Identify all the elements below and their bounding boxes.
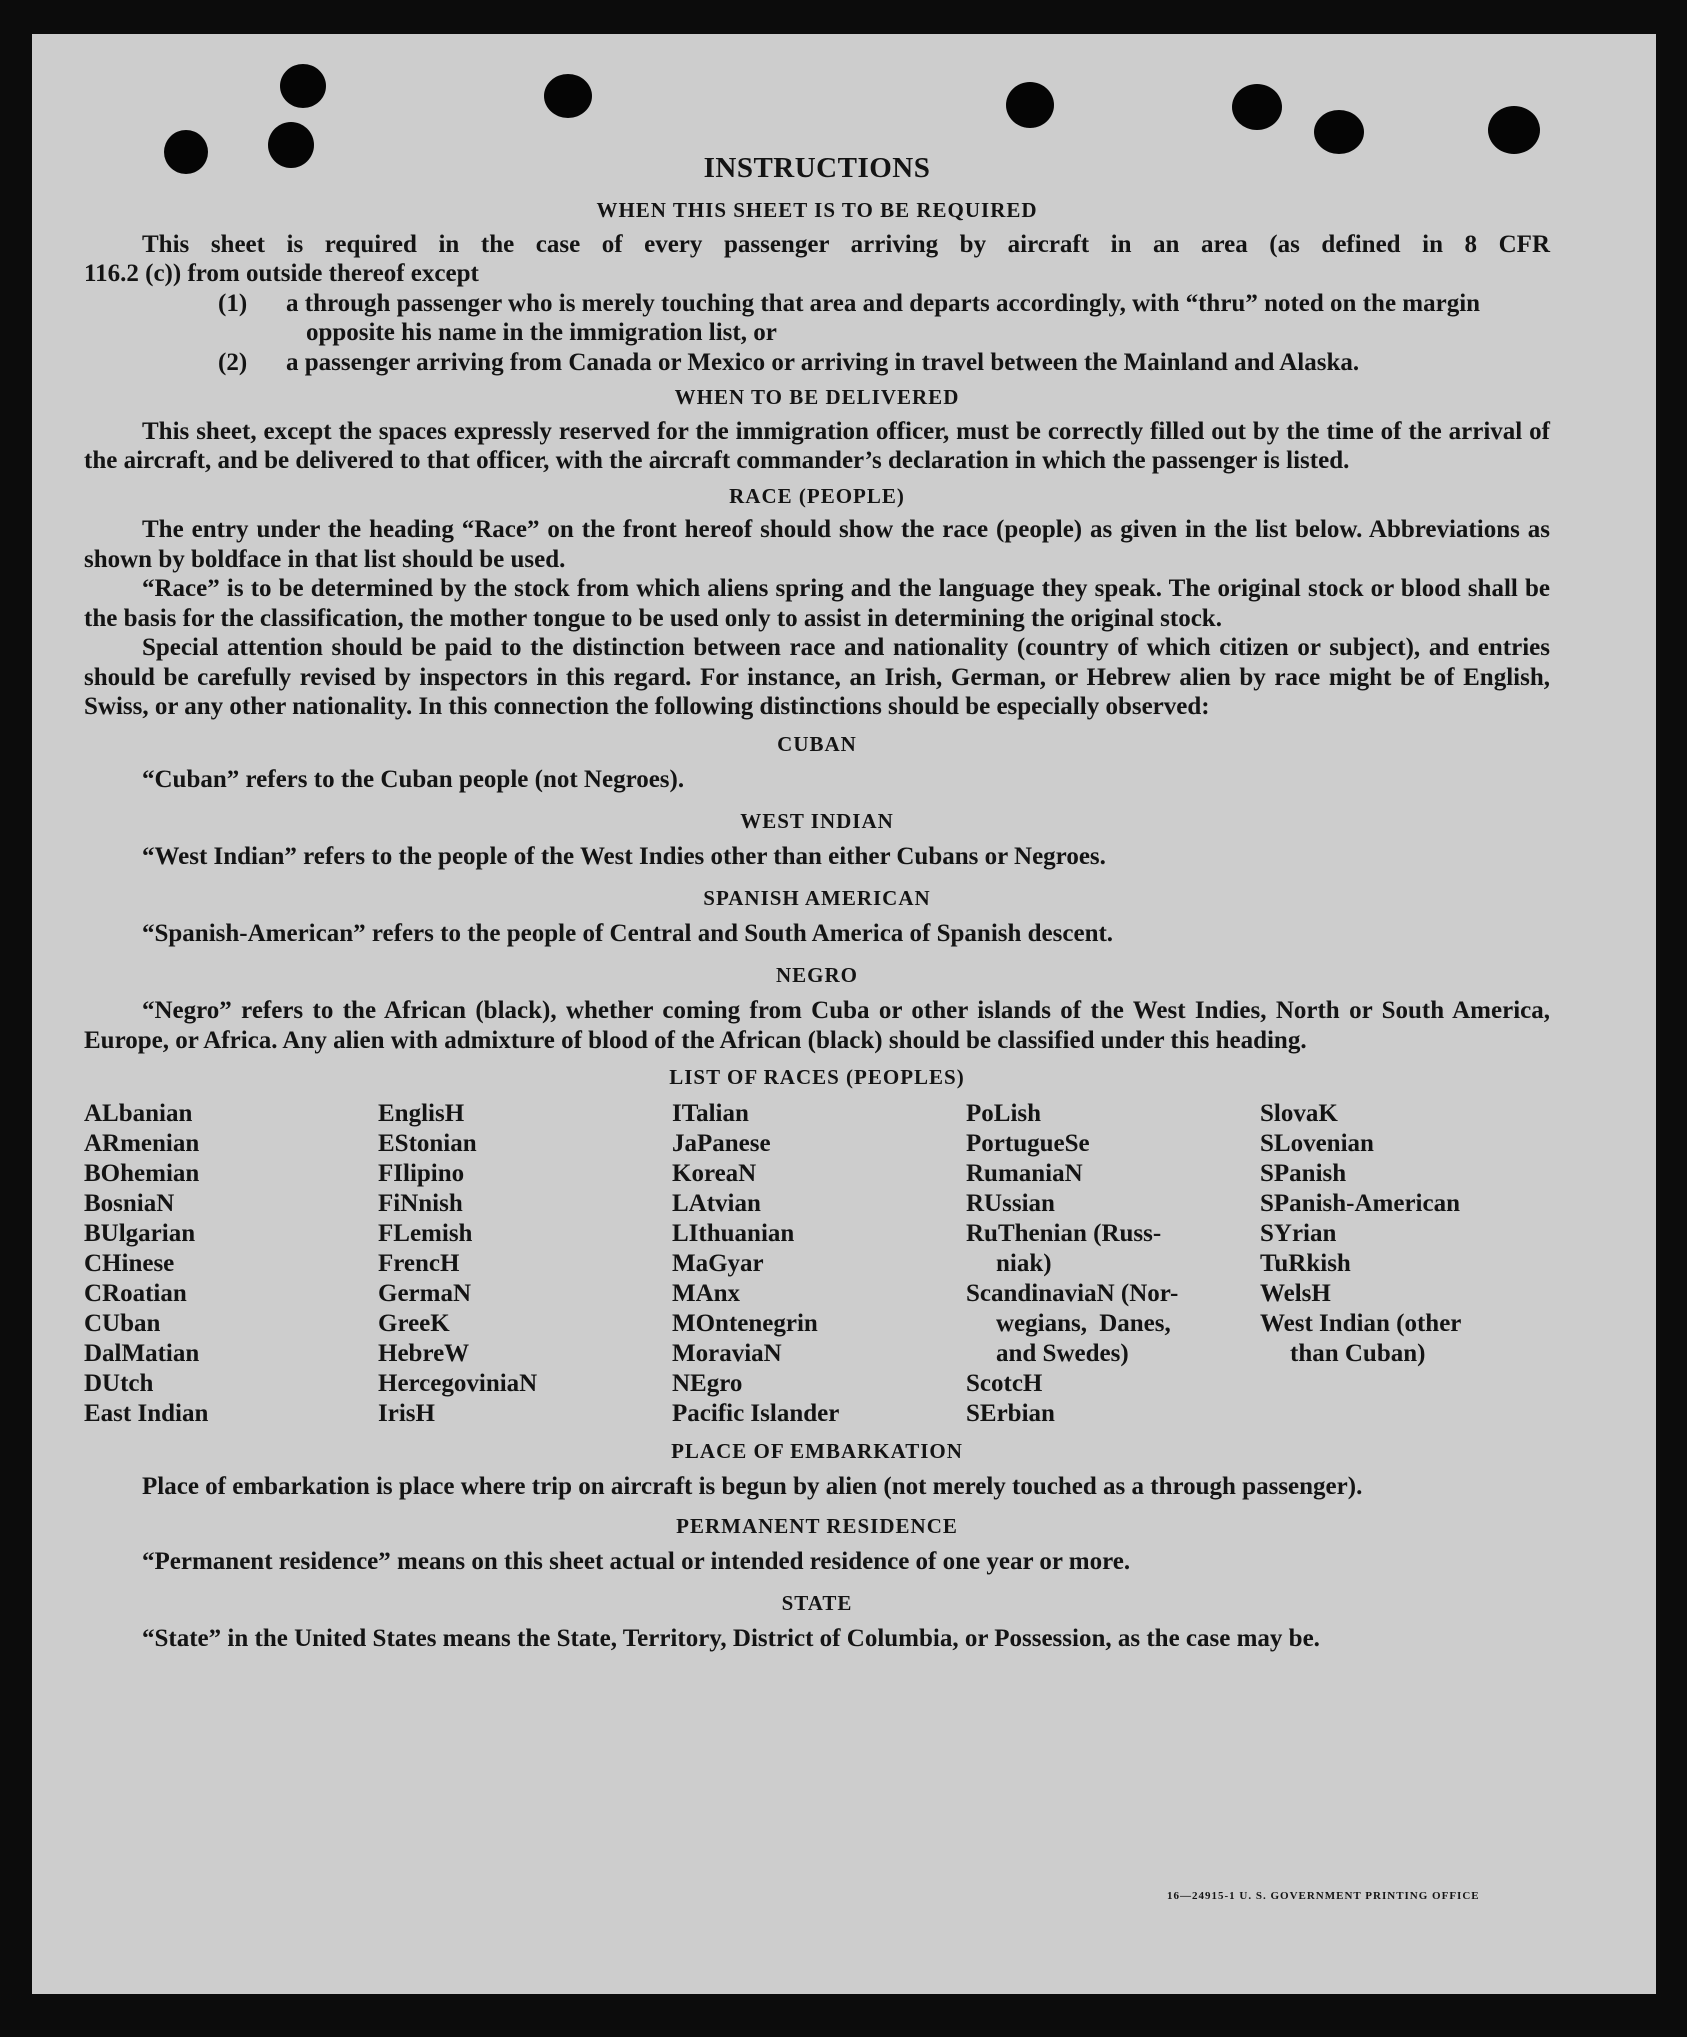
exception-text: a through passenger who is merely touching that area and departs accordingly, with “thru” noted on the margin opposite his name in the immigration list, or	[286, 289, 1481, 346]
race-entry: EStonian	[378, 1129, 477, 1157]
race-entry: ALbanian	[84, 1099, 193, 1127]
race-entry: PortugueSe	[966, 1129, 1090, 1157]
race-entry: SlovaK	[1260, 1099, 1338, 1127]
race-entry: SPanish	[1260, 1159, 1347, 1187]
heading-when-required: WHEN THIS SHEET IS TO BE REQUIRED	[596, 198, 1038, 222]
exception-item	[84, 289, 1550, 348]
when-required-intro-2: 116.2 (c)) from outside thereof except	[84, 260, 479, 287]
race-entry: SYrian	[1260, 1219, 1337, 1247]
race-entry: DUtch	[84, 1369, 154, 1397]
race-entry: SErbian	[966, 1399, 1055, 1427]
race-entry: West Indian (other	[1260, 1309, 1462, 1337]
race-entry: HebreW	[378, 1339, 470, 1367]
page-title: INSTRUCTIONS	[703, 152, 931, 184]
race-entry: WelsH	[1260, 1279, 1331, 1307]
race-entry: wegians, Danes,	[996, 1309, 1171, 1337]
printing-office-imprint: 16—24915-1 U. S. GOVERNMENT PRINTING OFFICE	[1167, 1890, 1480, 1902]
race-entry: HercegoviniaN	[378, 1369, 538, 1397]
exception-text: a passenger arriving from Canada or Mexico or arriving in travel between the Mainland and Alaska.	[286, 348, 1360, 376]
exception-number: (1)	[218, 289, 248, 317]
race-entry: RuThenian (Russ-	[966, 1219, 1162, 1247]
when-delivered-text: This sheet, except the spaces expressly reserved for the immigration officer, must be correctly filled out by the time of the arrival of the aircraft, and be delivered to that officer, with the aircraft commander’s declaration in which the passenger is listed.	[84, 417, 1550, 474]
race-list-column	[672, 1099, 839, 1429]
race-entry: SPanish-American	[1260, 1189, 1460, 1217]
race-list-table	[84, 1099, 1550, 1435]
race-entry: TuRkish	[1260, 1249, 1351, 1277]
race-entry: BOhemian	[84, 1159, 200, 1187]
race-entry: LAtvian	[672, 1189, 761, 1217]
punch-hole	[280, 64, 326, 108]
race-entry: East Indian	[84, 1399, 209, 1427]
exception-item	[84, 348, 1550, 378]
race-list-column	[1260, 1099, 1461, 1369]
cuban-text: “Cuban” refers to the Cuban people (not Negroes).	[142, 766, 685, 793]
race-entry: ITalian	[672, 1099, 749, 1127]
race-entry: FLemish	[378, 1219, 473, 1247]
race-entry: PoLish	[966, 1099, 1042, 1127]
embarkation-text: Place of embarkation is place where trip on aircraft is begun by alien (not merely touched as a through passenger).	[142, 1473, 1363, 1500]
race-entry: Pacific Islander	[672, 1399, 840, 1427]
heading-cuban: CUBAN	[777, 731, 857, 756]
race-paragraph-3: Special attention should be paid to the distinction between race and nationality (country of which citizen or subject), and entries should be carefully revised by inspectors in this regard. For instance, an Irish, German, or Hebrew alien by race might be of English, Swiss, or any other nationality. In this connection the following distinctions should be especially observed:	[84, 634, 1550, 720]
race-entry: GreeK	[378, 1309, 450, 1337]
race-entry: JaPanese	[672, 1129, 771, 1157]
negro-text: “Negro” refers to the African (black), whether coming from Cuba or other islands of the West Indies, North or South America, Europe, or Africa. Any alien with admixture of blood of the African (black) should be classified under this heading.	[84, 997, 1550, 1054]
race-paragraph-1: The entry under the heading “Race” on the front hereof should show the race (people) as given in the list below. Abbreviations as shown by boldface in that list should be used.	[84, 516, 1550, 573]
race-entry: FiNnish	[378, 1189, 463, 1217]
heading-west-indian: WEST INDIAN	[740, 808, 894, 833]
when-required-intro-1: This sheet is required in the case of every passenger arriving by aircraft in an area (as defined in 8 CFR	[142, 230, 1550, 258]
punch-hole	[1314, 110, 1364, 154]
race-entry: MaGyar	[672, 1249, 764, 1277]
race-entry: CRoatian	[84, 1279, 187, 1307]
race-entry: MAnx	[672, 1279, 741, 1307]
race-entry: and Swedes)	[996, 1339, 1129, 1367]
race-entry: RUssian	[966, 1189, 1055, 1217]
race-list-column	[966, 1099, 1178, 1429]
race-entry: BUlgarian	[84, 1219, 196, 1247]
race-entry: FIlipino	[378, 1159, 465, 1187]
document-page	[32, 34, 1656, 1994]
heading-negro: NEGRO	[775, 962, 858, 987]
race-entry: CHinese	[84, 1249, 175, 1277]
punch-hole	[544, 74, 592, 118]
heading-residence: PERMANENT RESIDENCE	[676, 1513, 958, 1538]
race-entry: ScandinaviaN (Nor-	[966, 1279, 1179, 1307]
heading-embarkation: PLACE OF EMBARKATION	[671, 1438, 963, 1463]
race-list-column	[84, 1099, 208, 1429]
race-list-column	[378, 1099, 537, 1429]
race-entry: CUban	[84, 1309, 161, 1337]
west-indian-text: “West Indian” refers to the people of the West Indies other than either Cubans or Negroes.	[142, 843, 1106, 870]
punch-hole	[1488, 106, 1540, 154]
race-entry: SLovenian	[1260, 1129, 1374, 1157]
spanish-american-text: “Spanish-American” refers to the people of Central and South America of Spanish descent.	[142, 920, 1114, 947]
race-entry: FrencH	[378, 1249, 460, 1277]
heading-spanish-american: SPANISH AMERICAN	[703, 885, 931, 910]
race-entry: NEgro	[672, 1369, 743, 1397]
race-paragraph-2: “Race” is to be determined by the stock from which aliens spring and the language they speak. The original stock or blood shall be the basis for the classification, the mother tongue to be used only to assist in determining the original stock.	[84, 575, 1550, 632]
heading-state: STATE	[781, 1590, 853, 1615]
state-text: “State” in the United States means the State, Territory, District of Columbia, or Possession, as the case may be.	[142, 1625, 1320, 1652]
race-entry: KoreaN	[672, 1159, 757, 1187]
race-entry: GermaN	[378, 1279, 472, 1307]
punch-hole	[1006, 82, 1054, 128]
punch-hole	[1232, 84, 1282, 130]
race-entry: MOntenegrin	[672, 1309, 818, 1337]
heading-when-delivered: WHEN TO BE DELIVERED	[674, 385, 960, 409]
instructions-body	[84, 196, 1550, 1654]
residence-text: “Permanent residence” means on this sheet actual or intended residence of one year or more.	[142, 1548, 1131, 1575]
race-entry: IrisH	[378, 1399, 435, 1427]
race-entry: LIthuanian	[672, 1219, 795, 1247]
race-entry: BosniaN	[84, 1189, 175, 1217]
exception-number: (2)	[218, 348, 248, 376]
race-entry: EnglisH	[378, 1099, 465, 1127]
race-entry: DalMatian	[84, 1339, 200, 1367]
race-entry: niak)	[996, 1249, 1052, 1277]
race-entry: than Cuban)	[1290, 1339, 1426, 1367]
race-entry: RumaniaN	[966, 1159, 1083, 1187]
heading-race: RACE (PEOPLE)	[729, 483, 905, 508]
race-entry: ARmenian	[84, 1129, 200, 1157]
race-entry: ScotcH	[966, 1369, 1043, 1397]
race-entry: MoraviaN	[672, 1339, 782, 1367]
heading-list-of-races: LIST OF RACES (PEOPLES)	[669, 1065, 965, 1089]
